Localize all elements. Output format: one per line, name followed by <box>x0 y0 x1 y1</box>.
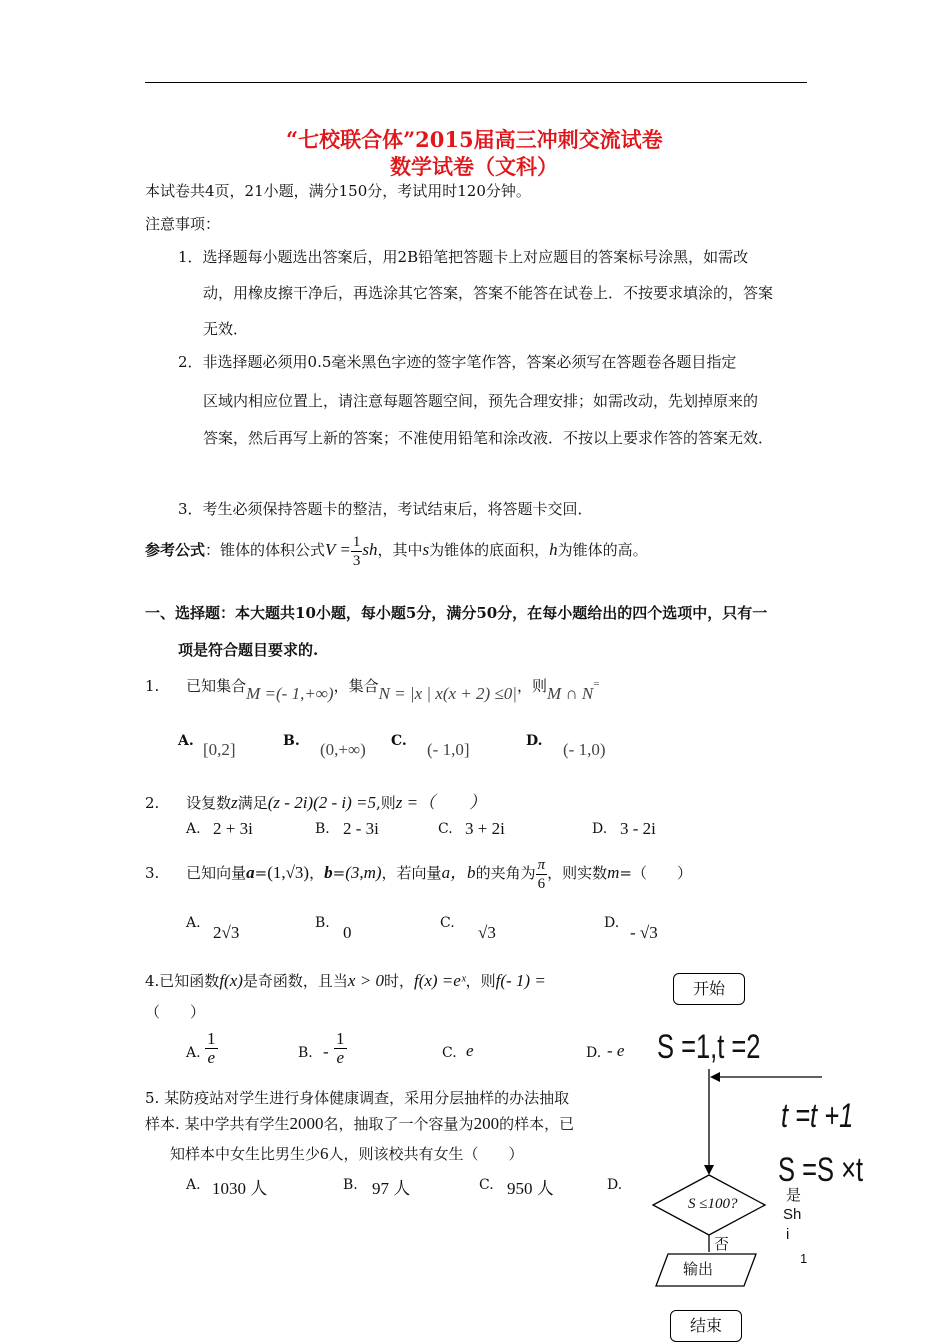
q3-option-d: - √3 <box>630 923 658 942</box>
note1-line3: 无效． <box>203 320 249 338</box>
q1-option-a: [0,2] <box>203 740 236 759</box>
section1-heading-cont: 项是符合题目要求的. <box>178 641 319 659</box>
note2-line2: 区域内相应位置上，请注意每题答题空间，预先合理安排；如需改动，先划掉原来的 <box>203 392 759 410</box>
q4-option-d: - e <box>607 1041 625 1060</box>
q3-label-c: C. <box>440 915 455 931</box>
q1-option-b: (0,+∞) <box>320 740 366 759</box>
q2-label-a: A. <box>186 821 201 837</box>
header-rule <box>145 82 807 83</box>
flow-step-t: t =t +1 <box>781 1097 854 1135</box>
flow-no-label: 否 <box>714 1235 730 1253</box>
page-number: 1 <box>800 1251 808 1266</box>
q5-label-a: A. <box>186 1177 201 1193</box>
question-5-line2: 样本. 某中学共有学生2000名，抽取了一个容量为200的样本，已 <box>145 1114 575 1133</box>
q5-label-d: D. <box>607 1177 623 1193</box>
q5-label-b: B. <box>343 1177 358 1193</box>
note1-line1: 1．选择题每小题选出答案后，用2B铅笔把答题卡上对应题目的答案标号涂黑，如需改 <box>178 248 749 266</box>
flow-yes-label: 是 <box>786 1186 802 1204</box>
q3-label-d: D. <box>604 915 620 931</box>
q3-label-b: B. <box>315 915 330 931</box>
flow-start: 开始 <box>673 973 745 1005</box>
exam-title: “七校联合体”2015届高三冲刺交流试卷 <box>286 127 663 152</box>
q4-option-b-sign: - <box>323 1042 329 1061</box>
flow-shi-label2: i <box>786 1226 790 1243</box>
flow-init: S =1,t =2 <box>657 1028 761 1066</box>
q2-option-c: 3 + 2i <box>465 819 505 838</box>
question-4: 4.已知函数f(x)是奇函数，且当x > 0时，f(x) =eˣ，则f(- 1) = <box>145 971 546 990</box>
q4-paren: （ ） <box>145 1003 206 1021</box>
q5-option-c: 950 人 <box>507 1179 554 1198</box>
q1-label-a: A. <box>178 733 194 749</box>
q3-option-c: √3 <box>478 923 496 942</box>
flow-condition: S ≤100? <box>688 1196 738 1212</box>
question-5-line3: 知样本中女生比男生少6人，则该校共有女生（ ） <box>170 1144 524 1163</box>
question-5-line1: 5. 某防疫站对学生进行身体健康调查，采用分层抽样的办法抽取 <box>145 1089 570 1107</box>
q3-option-b: 0 <box>343 923 352 942</box>
pi-over-six: $\frac{\pi}{6}$ <box>537 856 546 892</box>
q1-label-c: C. <box>391 733 407 749</box>
q4-label-c: C. <box>442 1045 457 1061</box>
flow-output: 输出 <box>683 1260 714 1278</box>
flow-end: 结束 <box>670 1310 742 1342</box>
question-3: 3. 已知向量a=(1,√3)，b=(3,m)，若向量a，b的夹角为 $\frac{\pi}{6}$ ，则实数m=（ ） <box>145 856 692 892</box>
notes-heading: 注意事项： <box>145 215 221 233</box>
note2-line1: 2．非选择题必须用0.5毫米黑色字迹的签字笔作答，答案必须写在答题卷各题目指定 <box>178 353 737 371</box>
formula-label: 参考公式 <box>145 541 206 559</box>
q4-option-c: e <box>466 1041 474 1060</box>
intro-line: 本试卷共4页，21小题，满分150分，考试用时120分钟。 <box>145 182 531 200</box>
q1-label-b: B. <box>283 733 300 749</box>
flow-shi-label: Sh <box>783 1206 802 1223</box>
question-2: 2. 设复数z满足(z - 2i)(2 - i) =5,则z =（ ） <box>145 793 487 812</box>
q2-option-a: 2 + 3i <box>213 819 253 838</box>
q2-label-d: D. <box>592 821 608 837</box>
q2-label-c: C. <box>438 821 453 837</box>
q2-label-b: B. <box>315 821 330 837</box>
q3-label-a: A. <box>186 915 201 931</box>
q2-option-b: 2 - 3i <box>343 819 379 838</box>
q2-option-d: 3 - 2i <box>620 819 656 838</box>
question-1: 1. 已知集合M =(- 1,+∞)，集合N = |x | x(x + 2) ≤0|，则M ∩ N= <box>145 677 600 703</box>
q1-option-c: (- 1,0] <box>427 740 470 759</box>
q5-option-b: 97 人 <box>372 1179 411 1198</box>
q1-option-d: (- 1,0) <box>563 740 606 759</box>
section1-heading: 一、选择题：本大题共10小题，每小题5分，满分50分，在每小题给出的四个选项中，只有一 <box>145 604 768 622</box>
exam-subtitle: 数学试卷（文科） <box>390 154 558 179</box>
reference-formula: 参考公式：锥体的体积公式V = $\frac{1}{3}$ sh，其中s为锥体的底面积，h为锥体的高。 <box>145 533 648 569</box>
q5-option-a: 1030 人 <box>212 1179 268 1198</box>
flow-step-s: S =S ×t <box>778 1151 864 1189</box>
q4-option-b: $\frac{1}{e}$ <box>336 1029 345 1067</box>
note1-line2: 动，用橡皮擦干净后，再选涂其它答案，答案不能答在试卷上．不按要求填涂的，答案 <box>203 284 774 302</box>
q3-option-a: 2√3 <box>213 923 240 942</box>
q4-label-d: D. <box>586 1045 602 1061</box>
q4-option-a: $\frac{1}{e}$ <box>207 1029 216 1067</box>
note3: 3．考生必须保持答题卡的整洁，考试结束后，将答题卡交回． <box>178 500 593 518</box>
one-third-fraction: $\frac{1}{3}$ <box>352 533 361 569</box>
note2-line3: 答案，然后再写上新的答案；不准使用铅笔和涂改液．不按以上要求作答的答案无效． <box>203 429 774 447</box>
q1-label-d: D. <box>526 733 543 749</box>
q5-label-c: C. <box>479 1177 494 1193</box>
q4-label-b: B. <box>298 1045 313 1061</box>
q4-label-a: A. <box>186 1045 201 1061</box>
